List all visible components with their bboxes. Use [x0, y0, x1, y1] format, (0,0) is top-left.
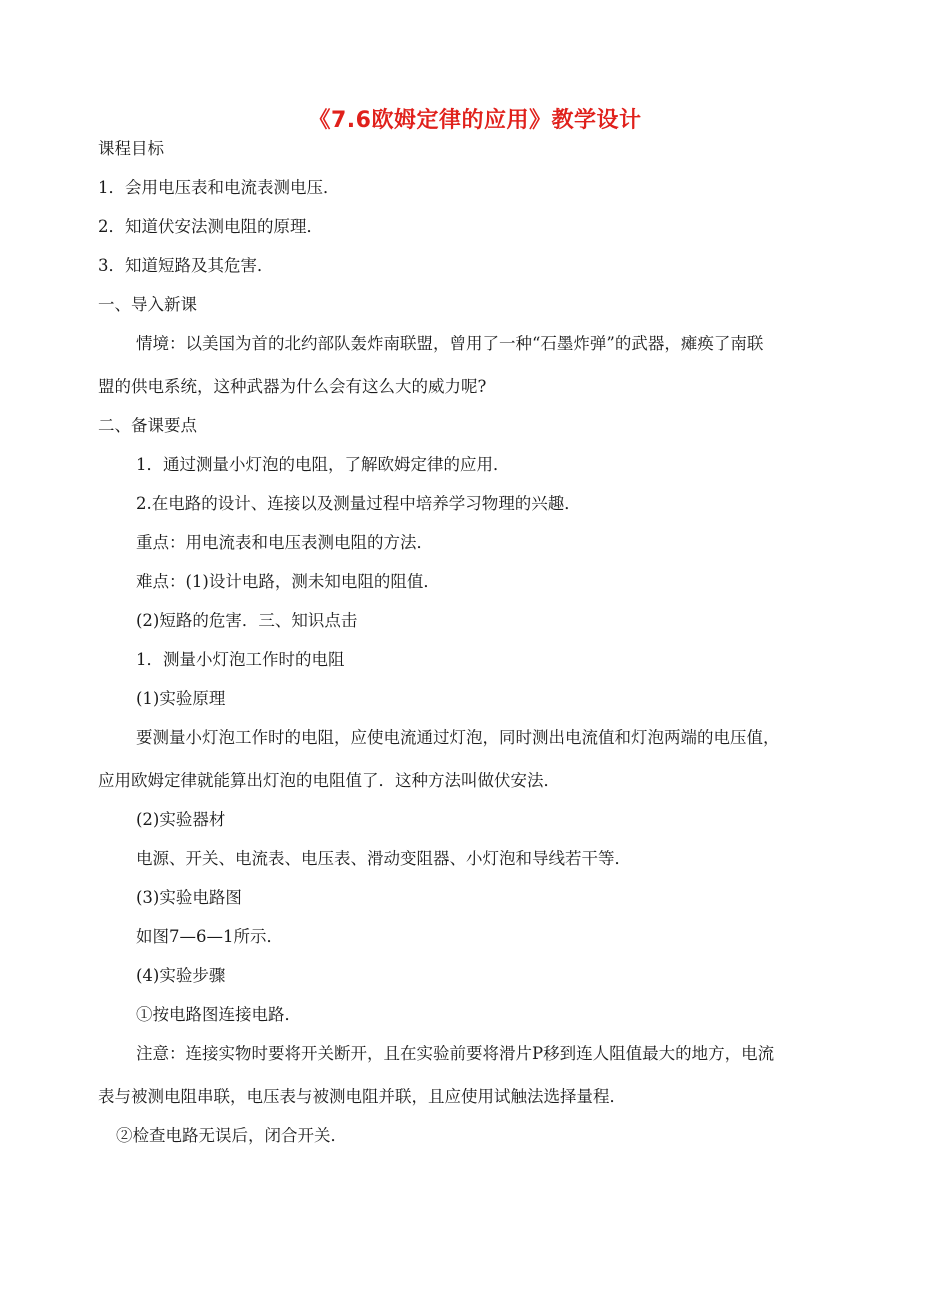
- note-line-continued: 表与被测电阻串联，电压表与被测电阻并联，且应使用试触法选择量程．: [98, 1087, 626, 1106]
- subsection-heading: (4)实验步骤: [136, 966, 226, 985]
- subsection-heading: (1)实验原理: [136, 689, 226, 708]
- note-line: 注意：连接实物时要将开关断开，且在实验前要将滑片P移到连人阻值最大的地方，电流: [136, 1044, 775, 1063]
- focus-line: 重点：用电流表和电压表测电阻的方法．: [136, 533, 433, 552]
- paragraph-line: 应用欧姆定律就能算出灯泡的电阻值了．这种方法叫做伏安法．: [98, 771, 560, 790]
- key-point-item-2: 2.在电路的设计、连接以及测量过程中培养学习物理的兴趣．: [136, 494, 581, 513]
- subsection-heading: 1．测量小灯泡工作时的电阻: [136, 650, 345, 669]
- difficulty-line-2: (2)短路的危害．三、知识点击: [136, 611, 358, 630]
- goal-item-3: 3．知道短路及其危害．: [98, 256, 274, 275]
- paragraph-line: 要测量小灯泡工作时的电阻，应使电流通过灯泡，同时测出电流值和灯泡两端的电压值，: [136, 728, 780, 747]
- difficulty-line: 难点：(1)设计电路，测未知电阻的阻值．: [136, 572, 440, 591]
- paragraph-line: 盟的供电系统，这种武器为什么会有这么大的威力呢?: [98, 377, 487, 396]
- step-item-1: ①按电路图连接电路．: [136, 1005, 301, 1024]
- subsection-heading: (2)实验器材: [136, 810, 226, 829]
- paragraph-line: 如图7—6—1所示．: [136, 927, 283, 946]
- paragraph-line: 电源、开关、电流表、电压表、滑动变阻器、小灯泡和导线若干等．: [136, 849, 631, 868]
- section-heading-course-goals: 课程目标: [98, 139, 164, 158]
- subsection-heading: (3)实验电路图: [136, 888, 242, 907]
- key-point-item-1: 1．通过测量小灯泡的电阻，了解欧姆定律的应用．: [136, 455, 510, 474]
- paragraph-line: 情境：以美国为首的北约部队轰炸南联盟，曾用了一种“石墨炸弹”的武器，瘫痪了南联: [136, 334, 764, 353]
- section-heading-key-points: 二、备课要点: [98, 416, 197, 435]
- goal-item-2: 2．知道伏安法测电阻的原理．: [98, 217, 323, 236]
- step-item-2: ②检查电路无误后，闭合开关．: [116, 1126, 347, 1145]
- document-title: 《7.6欧姆定律的应用》教学设计: [308, 108, 642, 133]
- section-heading-intro: 一、导入新课: [98, 295, 197, 314]
- goal-item-1: 1．会用电压表和电流表测电压．: [98, 178, 340, 197]
